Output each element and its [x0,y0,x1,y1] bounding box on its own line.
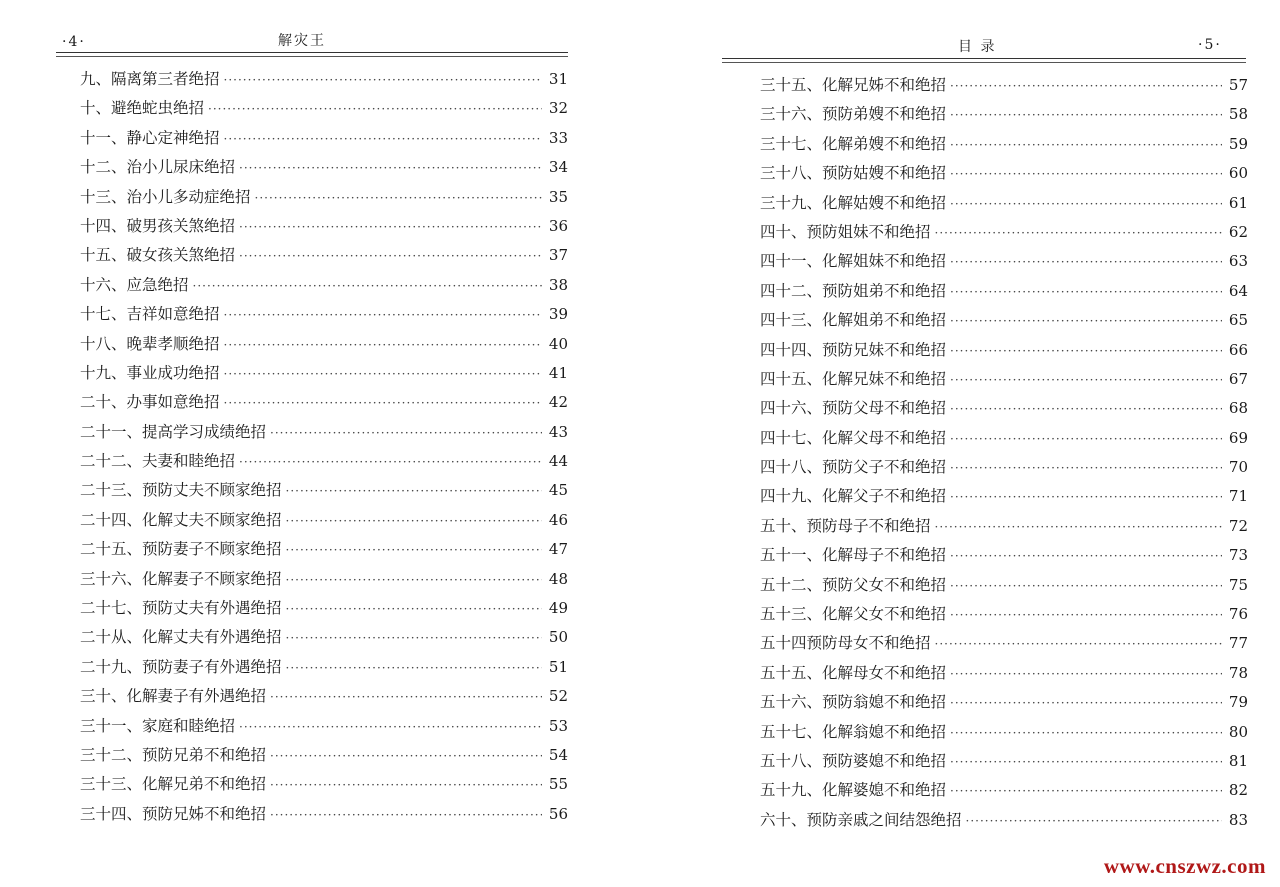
toc-entry-page: 66 [1228,340,1248,359]
toc-dot-leader [950,79,1222,93]
toc-entry-title: 三十二、预防兄弟不和绝招 [80,745,267,764]
toc-entry [760,191,1248,220]
toc-entry [760,631,1248,660]
toc-dot-leader [950,784,1222,798]
toc-entry-page: 42 [548,393,568,412]
toc-entry-page: 81 [1228,751,1248,770]
toc-entry-title: 二十七、预防丈夫有外遇绝招 [80,599,282,618]
toc-dot-leader [950,255,1222,269]
toc-entry-title: 三十七、化解弟嫂不和绝招 [760,134,947,153]
right-page [640,0,1280,887]
toc-entry [760,690,1248,719]
toc-entry-title: 十四、破男孩关煞绝招 [80,216,236,235]
toc-entry-title: 三十九、化解姑嫂不和绝招 [760,193,947,212]
toc-entry-page: 76 [1228,605,1248,624]
toc-entry-page: 62 [1228,222,1248,241]
left-page-number: ·4· [62,34,86,50]
toc-entry-page: 69 [1228,428,1248,447]
toc-entry-title: 十一、静心定神绝招 [80,128,220,147]
toc-entry [760,367,1248,396]
toc-entry-title: 二十四、化解丈夫不顾家绝招 [80,510,282,529]
toc-entry-page: 75 [1228,575,1248,594]
toc-entry-page: 77 [1228,634,1248,653]
toc-entry [80,684,568,713]
toc-entry-page: 79 [1228,693,1248,712]
toc-dot-leader [950,108,1222,122]
toc-entry-title: 六十、预防亲戚之间结怨绝招 [760,810,962,829]
toc-entry-page: 40 [548,334,568,353]
toc-entry [80,155,568,184]
toc-entry [80,420,568,449]
toc-entry-title: 三十六、预防弟嫂不和绝招 [760,105,947,124]
toc-entry-page: 82 [1228,781,1248,800]
toc-entry-title: 五十六、预防翁媳不和绝招 [760,693,947,712]
toc-entry-page: 83 [1228,810,1248,829]
toc-entry-title: 四十六、预防父母不和绝招 [760,399,947,418]
toc-entry-title: 三十五、化解兄姊不和绝招 [760,76,947,94]
toc-entry-title: 十五、破女孩关煞绝招 [80,246,236,265]
toc-dot-leader [950,344,1222,358]
toc-entry-page: 53 [548,716,568,735]
toc-entry [760,426,1248,455]
toc-entry [80,655,568,684]
toc-entry [80,214,568,243]
toc-dot-leader [270,690,542,704]
toc-entry [80,67,568,96]
toc-dot-leader [950,373,1222,387]
toc-entry-title: 二十五、预防妻子不顾家绝招 [80,540,282,559]
toc-entry-page: 41 [548,363,568,382]
toc-entry-page: 39 [548,305,568,324]
toc-entry-title: 十六、应急绝招 [80,275,189,294]
toc-dot-leader [950,696,1222,710]
toc-entry-title: 四十三、化解姐弟不和绝招 [760,311,947,330]
toc-entry-page: 31 [548,70,568,88]
toc-dot-leader [950,402,1222,416]
right-toc-list [760,73,1248,837]
toc-dot-leader [270,426,542,440]
toc-dot-leader [935,637,1222,651]
toc-entry [760,573,1248,602]
toc-entry-page: 73 [1228,546,1248,565]
toc-dot-leader [935,226,1222,240]
left-header-rule [56,52,568,53]
toc-entry [760,514,1248,543]
toc-dot-leader [239,220,542,234]
toc-entry-page: 45 [548,481,568,500]
toc-entry-page: 55 [548,775,568,794]
toc-entry [80,478,568,507]
watermark-url: www.cnszwz.com [1103,854,1266,878]
toc-entry-page: 36 [548,216,568,235]
toc-entry-title: 十二、治小儿尿床绝招 [80,158,236,177]
toc-dot-leader [950,608,1222,622]
toc-dot-leader [950,490,1222,504]
toc-dot-leader [950,579,1222,593]
toc-entry-page: 68 [1228,399,1248,418]
toc-entry-page: 63 [1228,252,1248,271]
toc-entry-title: 四十七、化解父母不和绝招 [760,428,947,447]
toc-dot-leader [286,661,542,675]
toc-entry [80,332,568,361]
toc-entry-title: 十三、治小儿多动症绝招 [80,187,251,206]
toc-entry-page: 78 [1228,663,1248,682]
toc-entry-title: 五十二、预防父女不和绝招 [760,575,947,594]
left-toc-list [80,67,568,831]
toc-dot-leader [950,138,1222,152]
toc-entry [80,273,568,302]
toc-dot-leader [286,573,542,587]
toc-dot-leader [224,396,542,410]
toc-dot-leader [270,749,542,763]
toc-entry-title: 十、避绝蛇虫绝招 [80,99,205,118]
toc-entry-page: 70 [1228,458,1248,477]
toc-entry-page: 33 [548,128,568,147]
toc-entry-title: 五十、预防母子不和绝招 [760,516,931,535]
toc-entry-title: 五十八、预防婆媳不和绝招 [760,751,947,770]
toc-entry-title: 四十八、预防父子不和绝招 [760,458,947,477]
toc-entry-title: 四十一、化解姐妹不和绝招 [760,252,947,271]
toc-entry-page: 44 [548,452,568,471]
toc-entry [80,508,568,537]
toc-dot-leader [286,514,542,528]
toc-entry-page: 35 [548,187,568,206]
toc-entry-page: 80 [1228,722,1248,741]
toc-dot-leader [950,461,1222,475]
toc-entry [760,720,1248,749]
toc-entry-title: 四十、预防姐妹不和绝招 [760,222,931,241]
toc-entry-title: 五十七、化解翁媳不和绝招 [760,722,947,741]
toc-entry-page: 34 [548,158,568,177]
toc-entry-page: 54 [548,745,568,764]
toc-dot-leader [950,549,1222,563]
toc-entry [80,449,568,478]
toc-entry [760,808,1248,837]
toc-entry-title: 四十四、预防兄妹不和绝招 [760,340,947,359]
toc-entry-title: 二十、办事如意绝招 [80,393,220,412]
toc-entry-title: 二十二、夫妻和睦绝招 [80,452,236,471]
toc-entry [760,308,1248,337]
toc-dot-leader [950,726,1222,740]
toc-entry [80,243,568,272]
toc-entry-title: 三十六、化解妻子不顾家绝招 [80,569,282,588]
toc-dot-leader [950,167,1222,181]
toc-entry-title: 三十八、预防姑嫂不和绝招 [760,164,947,183]
toc-entry-page: 56 [548,804,568,823]
toc-entry [760,132,1248,161]
toc-dot-leader [966,814,1222,828]
toc-entry-title: 四十五、化解兄妹不和绝招 [760,369,947,388]
toc-entry [80,185,568,214]
toc-dot-leader [224,132,542,146]
toc-entry [760,661,1248,690]
toc-entry-page: 59 [1228,134,1248,153]
left-header-rule-thin [56,56,568,57]
toc-dot-leader [286,484,542,498]
toc-dot-leader [224,308,542,322]
toc-entry [760,778,1248,807]
toc-entry [760,543,1248,572]
toc-entry [80,361,568,390]
toc-entry-page: 57 [1228,76,1248,94]
toc-dot-leader [270,778,542,792]
right-header-rule-thin [722,62,1246,63]
toc-dot-leader [193,279,542,293]
toc-entry-title: 二十从、化解丈夫有外遇绝招 [80,628,282,647]
toc-entry-page: 49 [548,599,568,618]
toc-dot-leader [286,543,542,557]
toc-entry-title: 三十、化解妻子有外遇绝招 [80,687,267,706]
toc-entry [760,396,1248,425]
toc-dot-leader [950,667,1222,681]
toc-entry-page: 52 [548,687,568,706]
toc-dot-leader [270,808,542,822]
toc-dot-leader [286,602,542,616]
toc-entry-page: 71 [1228,487,1248,506]
toc-dot-leader [286,631,542,645]
toc-entry [80,802,568,831]
toc-entry-page: 64 [1228,281,1248,300]
toc-entry-title: 十九、事业成功绝招 [80,363,220,382]
toc-entry-page: 43 [548,422,568,441]
toc-dot-leader [239,720,542,734]
toc-entry [80,743,568,772]
toc-entry-title: 九、隔离第三者绝招 [80,70,220,88]
toc-dot-leader [224,338,542,352]
toc-entry [760,602,1248,631]
toc-entry [760,338,1248,367]
toc-entry-title: 二十一、提高学习成绩绝招 [80,422,267,441]
toc-entry-title: 二十三、预防丈夫不顾家绝招 [80,481,282,500]
toc-entry-page: 58 [1228,105,1248,124]
right-page-number: ·5· [1198,37,1222,53]
toc-entry-title: 五十四预防母女不和绝招 [760,634,931,653]
toc-entry [80,596,568,625]
toc-entry-title: 五十一、化解母子不和绝招 [760,546,947,565]
toc-dot-leader [950,314,1222,328]
toc-entry [80,390,568,419]
toc-entry [760,220,1248,249]
toc-entry-page: 61 [1228,193,1248,212]
toc-entry-title: 三十三、化解兄弟不和绝招 [80,775,267,794]
toc-entry [760,161,1248,190]
toc-dot-leader [224,367,542,381]
toc-entry-page: 32 [548,99,568,118]
toc-entry-page: 51 [548,657,568,676]
toc-entry-page: 65 [1228,311,1248,330]
toc-entry-page: 47 [548,540,568,559]
toc-entry-title: 四十二、预防姐弟不和绝招 [760,281,947,300]
toc-entry-title: 四十九、化解父子不和绝招 [760,487,947,506]
toc-entry [80,625,568,654]
toc-entry-page: 50 [548,628,568,647]
toc-entry-title: 三十一、家庭和睦绝招 [80,716,236,735]
toc-dot-leader [950,432,1222,446]
toc-dot-leader [950,197,1222,211]
toc-dot-leader [255,191,542,205]
toc-entry-title: 五十三、化解父女不和绝招 [760,605,947,624]
toc-entry-title: 三十四、预防兄姊不和绝招 [80,804,267,823]
toc-entry [760,484,1248,513]
toc-entry [80,772,568,801]
toc-entry [80,537,568,566]
toc-dot-leader [239,249,542,263]
toc-entry-title: 二十九、预防妻子有外遇绝招 [80,657,282,676]
toc-entry-title: 十七、吉祥如意绝招 [80,305,220,324]
toc-entry-title: 十八、晚辈孝顺绝招 [80,334,220,353]
toc-entry-page: 46 [548,510,568,529]
toc-entry [760,455,1248,484]
toc-entry [760,749,1248,778]
toc-entry-page: 48 [548,569,568,588]
toc-entry-page: 67 [1228,369,1248,388]
toc-dot-leader [239,161,542,175]
toc-dot-leader [208,102,542,116]
toc-dot-leader [224,73,542,87]
toc-entry-page: 37 [548,246,568,265]
right-header-rule [722,58,1246,59]
toc-entry-page: 60 [1228,164,1248,183]
toc-entry-page: 38 [548,275,568,294]
toc-entry [80,96,568,125]
toc-entry [80,714,568,743]
toc-dot-leader [239,455,542,469]
toc-entry-title: 五十五、化解母女不和绝招 [760,663,947,682]
toc-entry [760,249,1248,278]
toc-entry-page: 72 [1228,516,1248,535]
toc-entry [760,102,1248,131]
toc-dot-leader [950,755,1222,769]
toc-entry [80,302,568,331]
toc-dot-leader [935,520,1222,534]
toc-entry-title: 五十九、化解婆媳不和绝招 [760,781,947,800]
left-running-title: 解灾王 [278,33,326,49]
right-running-title: 目 录 [958,39,997,55]
toc-entry [80,126,568,155]
toc-entry [80,567,568,596]
toc-entry [760,279,1248,308]
toc-entry [760,73,1248,102]
toc-dot-leader [950,285,1222,299]
